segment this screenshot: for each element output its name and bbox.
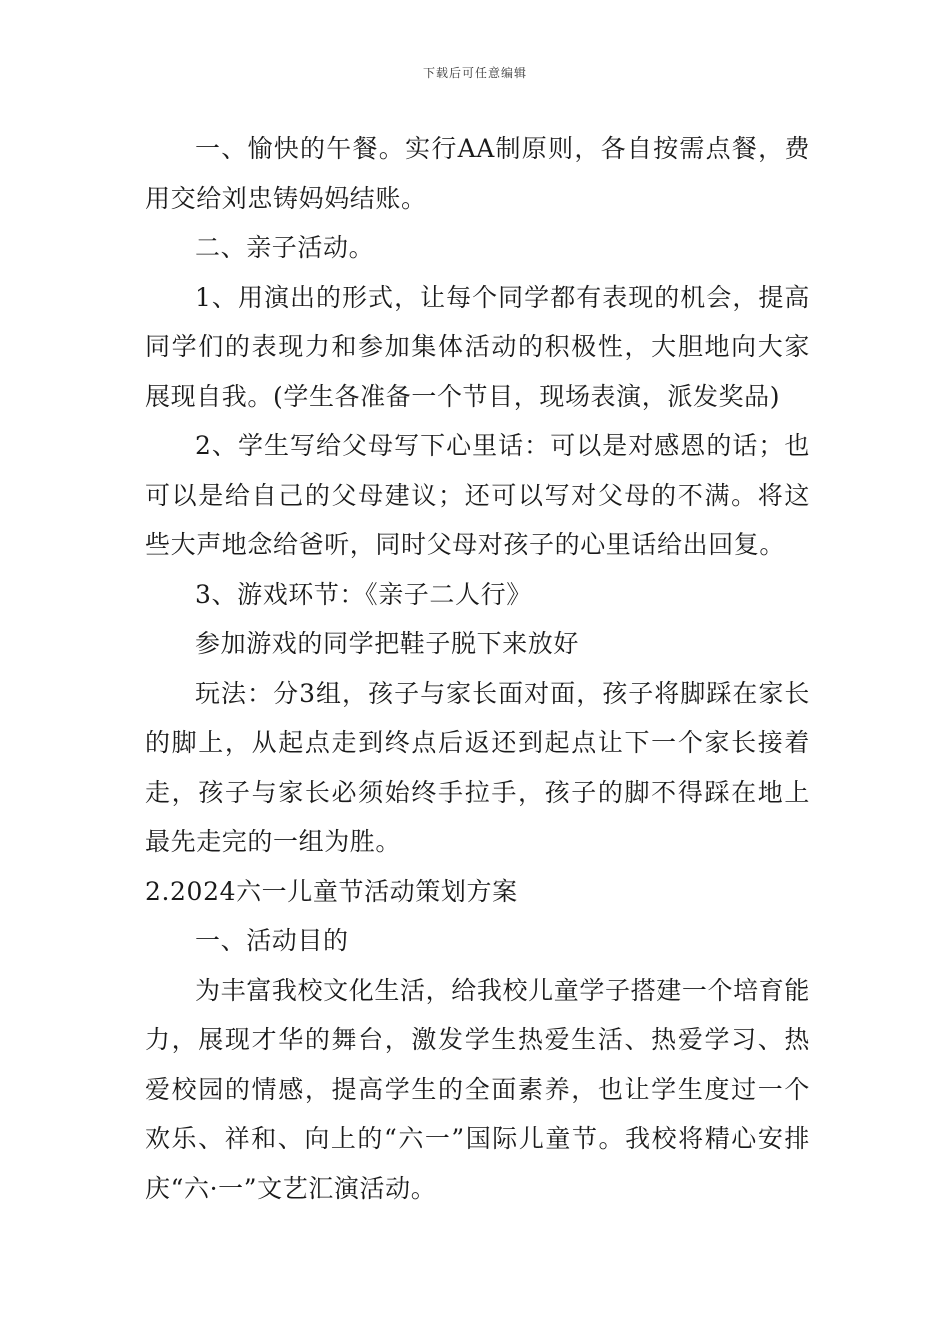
paragraph-purpose-heading: 一、活动目的 bbox=[195, 926, 349, 955]
document-body bbox=[145, 124, 810, 1213]
section-title: 2.2024六一儿童节活动策划方案 bbox=[145, 876, 518, 906]
paragraph-performance: 1、用演出的形式，让每个同学都有表现的机会，提高同学们的表现力和参加集体活动的积极性，大胆地向大家展现自我。(学生各准备一个节目，现场表演，派发奖品) bbox=[145, 282, 810, 411]
page-header-note: 下载后可任意编辑 bbox=[422, 66, 527, 80]
paragraph-lunch: 一、愉快的午餐。实行AA制原则，各自按需点餐，费用交给刘忠铸妈妈结账。 bbox=[145, 134, 810, 213]
paragraph-game-rules: 玩法：分3组，孩子与家长面对面，孩子将脚踩在家长的脚上，从起点走到终点后返还到起点让下一个家长接着走，孩子与家长必须始终手拉手，孩子的脚不得踩在地上最先走完的一组为胜。 bbox=[145, 678, 810, 856]
paragraph-letter: 2、学生写给父母写下心里话：可以是对感恩的话；也可以是给自己的父母建议；还可以写对父母的不满。将这些大声地念给爸听，同时父母对孩子的心里话给出回复。 bbox=[145, 431, 810, 559]
paragraph-game-prep: 参加游戏的同学把鞋子脱下来放好 bbox=[195, 629, 580, 658]
paragraph-purpose: 为丰富我校文化生活，给我校儿童学子搭建一个培育能力，展现才华的舞台，激发学生热爱生活、热爱学习、热爱校园的情感，提高学生的全面素养，也让学生度过一个欢乐、祥和、向上的“六一”国际儿童节。我校将精心安排庆“六·一”文艺汇演活动。 bbox=[145, 975, 810, 1203]
paragraph-game-title: 3、游戏环节：《亲子二人行》 bbox=[195, 579, 532, 609]
paragraph-activity-heading: 二、亲子活动。 bbox=[195, 233, 375, 262]
